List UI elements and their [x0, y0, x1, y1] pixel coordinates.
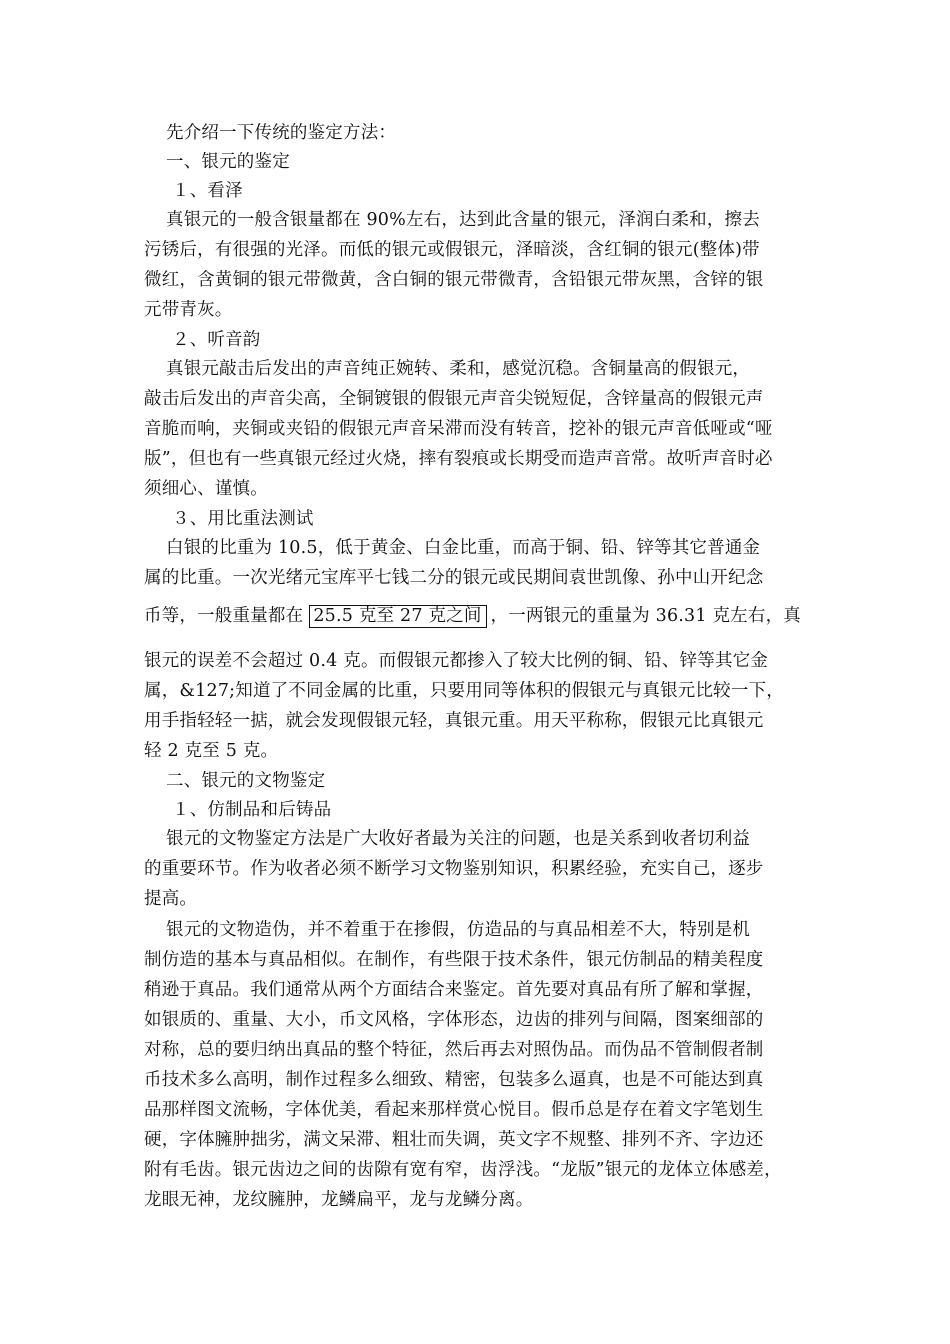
intro-line: 先介绍一下传统的鉴定方法： — [166, 123, 397, 143]
text-line: 银元的文物鉴定方法是广大收好者最为关注的问题，也是关系到收者切利益 — [166, 829, 751, 849]
highlighted-weight-range: 25.5 克至 27 克之间 — [309, 605, 486, 628]
text-line: 元带青灰。 — [144, 300, 233, 320]
text-line: 如银质的、重量、大小，币文风格，字体形态，边齿的排列与间隔，图案细部的 — [144, 1010, 764, 1030]
text-line: 微红，含黄铜的银元带微黄，含白铜的银元带微青，含铅银元带灰黑，含锌的银 — [144, 270, 764, 290]
text-line: 音脆而响，夹铜或夹铅的假银元声音呆滞而没有转音，挖补的银元声音低哑或“哑 — [144, 419, 773, 439]
text-line: 品那样图文流畅，字体优美，看起来那样赏心悦目。假币总是存在着文字笔划生 — [144, 1100, 764, 1120]
text-line: 银元的文物造伪，并不着重于在掺假，仿造品的与真品相差不大，特别是机 — [166, 920, 751, 940]
boxed-line-before: 币等，一般重量都在 — [144, 606, 304, 626]
text-line: 对称，总的要归纳出真品的整个特征，然后再去对照伪品。而伪品不管制假者制 — [144, 1040, 764, 1060]
text-line: 附有毛齿。银元齿边之间的齿隙有宽有窄，齿浮浅。“龙版”银元的龙体立体感差， — [144, 1160, 782, 1180]
section-heading-2: 二、银元的文物鉴定 — [166, 771, 326, 791]
text-line: 轻 2 克至 5 克。 — [144, 741, 279, 761]
subheading-3: ３、用比重法测试 — [172, 509, 314, 529]
subheading-2: ２、听音韵 — [172, 330, 261, 350]
subheading-1: １、看泽 — [172, 181, 243, 201]
boxed-line-after: ，一两银元的重量为 36.31 克左右，真 — [490, 606, 801, 626]
text-line: 白银的比重为 10.5，低于黄金、白金比重，而高于铜、铅、锌等其它普通金 — [166, 538, 761, 558]
text-line: 污锈后，有很强的光泽。而低的银元或假银元，泽暗淡，含红铜的银元(整体)带 — [144, 240, 760, 260]
text-line: 硬，字体臃肿拙劣，满文呆滞、粗壮而失调，英文字不规整、排列不齐、字边还 — [144, 1130, 764, 1150]
text-line: 的重要环节。作为收者必须不断学习文物鉴别知识，积累经验，充实自己，逐步 — [144, 859, 764, 879]
subheading-4: １、仿制品和后铸品 — [172, 800, 332, 820]
text-line: 版”，但也有一些真银元经过火烧，摔有裂痕或长期受而造声音常。故听声音时必 — [144, 449, 773, 469]
text-line: 须细心、谨慎。 — [144, 479, 268, 499]
text-line: 制仿造的基本与真品相似。在制作，有些限于技术条件，银元仿制品的精美程度 — [144, 950, 764, 970]
text-line: 真银元的一般含银量都在 90%左右，达到此含量的银元，泽润白柔和，擦去 — [166, 210, 760, 230]
text-line: 银元的误差不会超过 0.4 克。而假银元都掺入了较大比例的铜、铅、锌等其它金 — [144, 651, 769, 671]
text-line: 用手指轻轻一掂，就会发现假银元轻，真银元重。用天平称称，假银元比真银元 — [144, 711, 764, 731]
text-line: 真银元敲击后发出的声音纯正婉转、柔和，感觉沉稳。含铜量高的假银元， — [166, 359, 751, 379]
text-line: 龙眼无神，龙纹臃肿，龙鳞扁平，龙与龙鳞分离。 — [144, 1190, 534, 1210]
section-heading-1: 一、银元的鉴定 — [166, 152, 290, 172]
text-line: 提高。 — [144, 889, 198, 909]
text-line: 属的比重。一次光绪元宝库平七钱二分的银元或民期间袁世凯像、孙中山开纪念 — [144, 568, 764, 588]
text-line-with-box — [144, 603, 814, 629]
text-line: 敲击后发出的声音尖高，全铜镀银的假银元声音尖锐短促，含锌量高的假银元声 — [144, 389, 764, 409]
text-line: 币技术多么高明，制作过程多么细致、精密，包装多么逼真，也是不可能达到真 — [144, 1070, 764, 1090]
text-line: 属，&127;知道了不同金属的比重，只要用同等体积的假银元与真银元比较一下， — [144, 681, 784, 701]
text-line: 稍逊于真品。我们通常从两个方面结合来鉴定。首先要对真品有所了解和掌握， — [144, 980, 764, 1000]
